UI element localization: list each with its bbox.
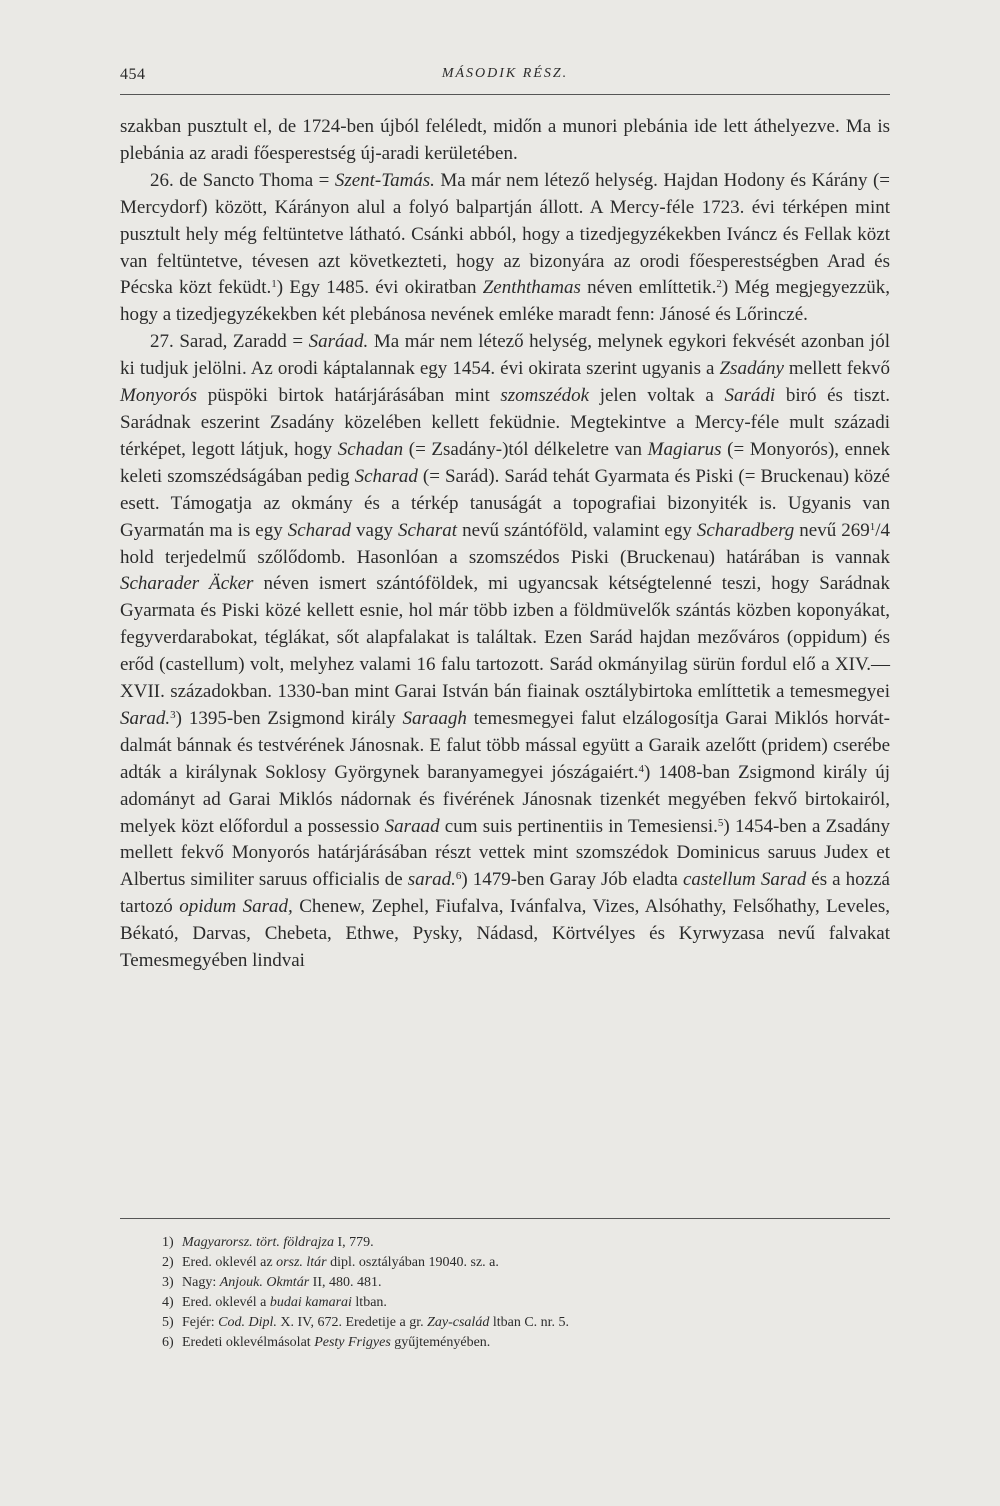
italic-text: Monyorós [120, 385, 198, 407]
italic-text: Magyarorsz. tört. földrajza [182, 1235, 334, 1250]
footnote-mark: 4) [162, 1295, 174, 1310]
text-run: ) Egy 1485. évi okiratban [276, 277, 483, 299]
italic-text: Saráad. [308, 331, 369, 353]
text-run: X. IV, 672. Eredetije a gr. [276, 1315, 428, 1330]
text-run: jelen voltak a [589, 385, 725, 407]
italic-text: Cod. Dipl. [218, 1315, 277, 1330]
footnotes [162, 1233, 882, 1353]
italic-text: Scharad [287, 519, 352, 541]
footnote-ref: 2 [716, 278, 722, 291]
text-run: nevű 269 [794, 519, 870, 541]
footnote-ref: 3 [170, 708, 176, 721]
footnote-ref: 4 [638, 762, 644, 775]
text-run: II, 480. 481. [309, 1275, 382, 1290]
text-run: (= Zsadány-)tól délkeletre van [403, 438, 648, 460]
paragraph [120, 168, 890, 329]
italic-text: Zay-család [427, 1315, 490, 1330]
text-run: Nagy: [182, 1275, 220, 1290]
italic-text: Scharader Äcker [120, 573, 254, 595]
text-run: biró és tiszt. Sarádnak eszerint Zsadány közelében kellett feküdnie. Megtekintve a Mercy-féle mult századi térképet, legott látjuk, hogy [120, 385, 890, 460]
text-run: Ma már nem létező helység, melynek egykori fekvését azonban jól ki tudjuk jelölni. Az orodi káptalannak egy 1454. évi okirata szerint ugyanis a [120, 331, 890, 380]
text-run: 26. de Sancto Thoma = [150, 169, 335, 191]
text-run: (= Sarád). Sarád tehát Gyarmata és Piski (= Bruckenau) közé esett. Támogatja az okmány és a térkép tanuságát a topografiai bizonyiték is. Ugyanis van Gyarmatán ma is egy [120, 465, 890, 541]
italic-text: Saraagh [402, 707, 467, 729]
text-run: ltban. [351, 1295, 387, 1310]
text-run: néven ismert szántóföldek, mi ugyancsak kétségtelenné teszi, hogy Sarádnak Gyarmata és Piski közé kellett esnie, hol már több izben a földmüvelők szántás közben koponyákat, fegyverdarabokat, téglákat, sőt alapfalakat is találtak. Ezen Sarád hajdan mezőváros (oppidum) és erőd (castellum) volt, melyhez valami 16 falu tartozott. Sarád okmányilag sürün fordul elő a XIV.—XVII. századokban. 1330-ban mint Garai István bán fiainak osztálybirtoka említtetik a temesmegyei [120, 573, 890, 703]
text-run: Ma már nem létező helység. Hajdan Hodony és Kárány (= Mercydorf) között, Kárányon alul a folyó balpartján állott. A Mercy-féle 1723. évi térképen mint pusztult hely még feltüntetve látható. Csánki abból, hogy a tizedjegyzékekben Iváncz és Fellak közt van feltüntetve, tévesen azt következteti, hogy az bizonyára az orodi főesperestségben Arad és Pécska közt feküdt. [120, 169, 890, 299]
text-run: ) 1395-ben Zsigmond király [175, 707, 403, 729]
italic-text: Scharad [354, 465, 418, 487]
text-run: I, 779. [333, 1235, 374, 1250]
footnote [162, 1233, 882, 1253]
text-run: ) Még megjegyezzük, hogy a tizedjegyzékekben két plebánosa nevének emléke maradt fenn: Jánosé és Lőrinczé. [120, 277, 890, 326]
text-run: szakban pusztult el, de 1724-ben újból feléledt, midőn a munori plebánia ide lett áthelyezve. Ma is plebánia az aradi főesperestség új-aradi kerületében. [120, 116, 890, 164]
text-run: Ered. oklevél a [182, 1295, 270, 1310]
text-run: /4 hold terjedelmű szőlődomb. Hasonlóan a szomszédos Piski (Bruckenau) határában is vannak [120, 519, 890, 568]
header-rule [120, 94, 890, 95]
footnote-mark: 5) [162, 1315, 174, 1330]
text-run: nevű szántóföld, valamint egy [457, 519, 697, 541]
body-text [120, 114, 890, 975]
text-run: ) 1408-ban Zsigmond király új adományt ad Garai Miklós nádornak és fivérének Jánosnak tizenkét megyében fekvő birtokairól, melyek közt előfordul a possessio [120, 761, 890, 837]
text-run: Fejér: [182, 1315, 219, 1330]
italic-text: Scharadberg [696, 519, 795, 541]
text-run: Eredeti oklevélmásolat [182, 1335, 315, 1350]
text-run: mellett fekvő [783, 358, 890, 380]
text-run: (= Monyorós), ennek keleti szomszédságában pedig [120, 438, 891, 487]
footnote-mark: 2) [162, 1255, 174, 1270]
running-head: MÁSODIK RÉSZ. [441, 66, 569, 81]
footnote-ref: 6 [455, 870, 462, 883]
footnote [162, 1253, 882, 1273]
text-run: Ered. oklevél az [182, 1255, 277, 1270]
italic-text: Scharat [397, 519, 458, 541]
text-run: püspöki birtok határjárásában mint [197, 385, 501, 407]
text-run: gyűjteményében. [390, 1335, 491, 1350]
italic-text: Anjouk. Okmtár [219, 1275, 310, 1290]
paragraph [120, 114, 890, 168]
text-run: temesmegyei falut elzálogosítja Garai Miklós horvát-dalmát bánnak és testvérének Jánosnak. E falut több mással együtt a Garaik azelőtt (pridem) cserébe adták a királynak Soklosy Györgynek baranyamegyei jószágaiért. [120, 707, 890, 783]
italic-text: Zsadány [719, 358, 784, 380]
italic-text: Sarádi [724, 385, 776, 407]
italic-text: Szent-Tamás. [334, 169, 435, 191]
italic-text: Pesty Frigyes [314, 1335, 391, 1350]
footnote-mark: 3) [162, 1275, 174, 1290]
italic-text: sarad. [407, 869, 456, 891]
text-run: Chenew, Zephel, Fiufalva, Ivánfalva, Vizes, Alsóhathy, Felsőhathy, Leveles, Békató, Darvas, Chebeta, Ethwe, Pysky, Nádasd, Körtvélyes és Kyrwyzasa nevű falvakat Temesmegyében lindvai [120, 896, 890, 972]
italic-text: Magiarus [647, 438, 722, 460]
footnote [162, 1293, 882, 1313]
text-run: ltban C. nr. 5. [489, 1315, 570, 1330]
footnote-mark: 6) [162, 1335, 174, 1350]
italic-text: szomszédok [500, 385, 590, 407]
italic-text: opidum Sarad, [179, 896, 293, 918]
italic-text: castellum Sarad [682, 869, 807, 891]
page-number: 454 [120, 66, 146, 83]
italic-text: Zenththamas [482, 277, 581, 299]
footnote [162, 1273, 882, 1293]
text-run: és a hozzá tartozó [120, 869, 890, 918]
footnote-rule [120, 1218, 890, 1219]
footnote [162, 1333, 882, 1353]
footnote [162, 1313, 882, 1333]
italic-text: orsz. ltár [276, 1255, 327, 1270]
italic-text: Saraad [384, 815, 440, 837]
text-run: cum suis pertinentiis in Temesiensi. [439, 815, 718, 837]
italic-text: Sarad. [120, 707, 171, 729]
footnote-ref: 1 [271, 278, 277, 291]
italic-text: budai kamarai [269, 1295, 352, 1310]
italic-text: Schadan [337, 438, 404, 460]
footnote-ref: 1 [869, 520, 876, 533]
page-header [120, 60, 890, 94]
footnote-ref: 5 [717, 816, 724, 829]
text-run: ) 1479-ben Garay Jób eladta [461, 869, 683, 891]
text-run: néven említtetik. [580, 277, 717, 299]
text-run: ) 1454-ben a Zsadány mellett fekvő Monyorós határjárásában részt vettek mint szomszédok Dominicus saruus Judex et Albertus similiter saruus officialis de [120, 815, 890, 891]
text-run: vagy [351, 519, 398, 541]
text-run: 27. Sarad, Zaradd = [150, 331, 309, 353]
paragraph [120, 329, 890, 975]
text-run: dipl. osztályában 19040. sz. a. [326, 1255, 499, 1270]
footnote-mark: 1) [162, 1235, 174, 1250]
